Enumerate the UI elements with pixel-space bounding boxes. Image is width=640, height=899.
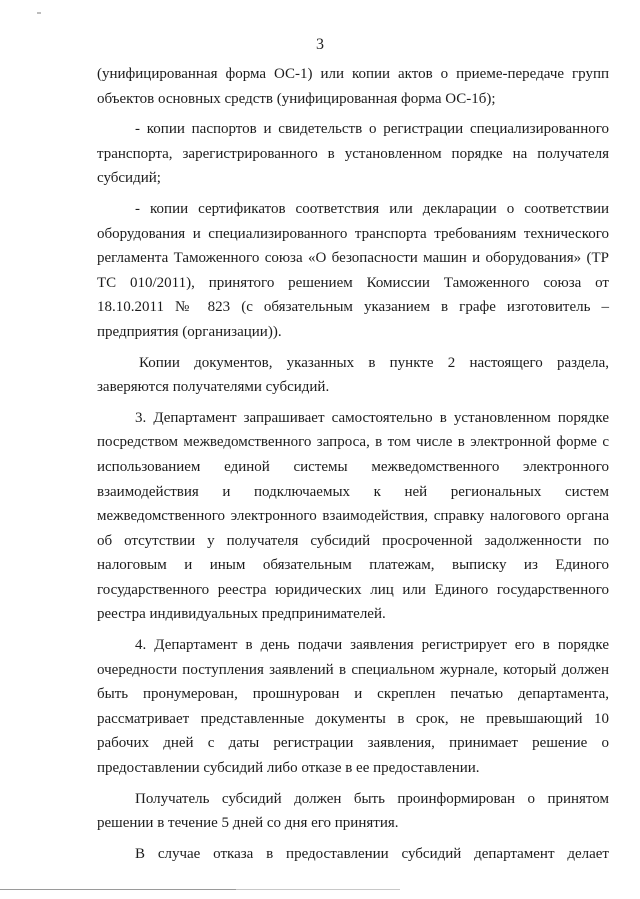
text-line: Копии документов, указанных в пункте 2 настоящего раздела, [139,354,609,371]
text-line: государственного реестра юридических лиц или Единого государственного [97,581,609,598]
text-line: транспорта, зарегистрированного в установленном порядке на получателя [97,145,609,162]
text-line: Получатель субсидий должен быть проинформирован о принятом [135,790,609,807]
text-line: объектов основных средств (унифицированная форма ОС-1б); [97,90,496,107]
paragraph [97,787,609,836]
text-line: оборудования и специализированного транспорта требованиям технического [97,225,609,242]
text-line: субсидий; [97,170,161,187]
document-body [97,62,609,866]
paragraph [97,406,609,627]
paragraph [97,842,609,867]
text-line: 18.10.2011 № 823 (с обязательным указанием в графе изготовитель – [97,299,609,316]
scan-edge-line [0,889,236,890]
paragraph [97,117,609,191]
text-line: (унифицированная форма ОС-1) или копии актов о приеме-передаче групп [97,66,609,82]
text-line: В случае отказа в предоставлении субсидий департамент делает [135,845,609,862]
text-line: очередности поступления заявлений в специальном журнале, который должен [97,661,609,678]
text-line: быть пронумерован, прошнурован и скреплен печатью департамента, [97,686,609,703]
paragraph [97,197,609,345]
text-line: - копии паспортов и свидетельств о регистрации специализированного [135,121,609,138]
text-line: рабочих дней с даты регистрации заявления, принимает решение о [97,735,609,752]
page-number: 3 [316,36,324,53]
text-line: реестра индивидуальных предпринимателей. [97,606,386,623]
paragraph [97,62,609,111]
text-line: 3. Департамент запрашивает самостоятельно в установленном порядке [135,409,609,426]
text-line: - копии сертификатов соответствия или декларации о соответствии [135,200,609,217]
text-line: об отсутствии у получателя субсидий просроченной задолженности по [97,532,609,549]
text-line: рассматривает представленные документы в срок, не превышающий 10 [97,710,609,727]
text-line: ТС 010/2011), принятого решением Комиссии Таможенного союза от [97,274,609,291]
paragraph [97,351,609,400]
text-line: заверяются получателями субсидий. [97,379,330,396]
scan-mark [37,12,41,14]
paragraph [97,633,609,781]
text-line: межведомственного электронного взаимодействия, справку налогового органа [97,508,609,525]
text-line: решении в течение 5 дней со дня его принятия. [97,815,399,832]
scan-edge-line [236,889,400,890]
text-line: использованием единой системы межведомственного электронного [97,458,609,475]
text-line: налоговым и иным обязательным платежам, выписку из Единого [97,557,609,574]
text-line: предоставлении субсидий либо отказе в ее предоставлении. [97,760,480,777]
text-line: взаимодействия и подключаемых к ней региональных систем [97,483,609,500]
text-line: посредством межведомственного запроса, в том числе в электронной форме с [97,434,609,451]
text-line: регламента Таможенного союза «О безопасности машин и оборудования» (ТР [97,250,609,267]
text-line: предприятия (организации)). [97,323,282,340]
text-line: 4. Департамент в день подачи заявления регистрирует его в порядке [135,637,609,654]
